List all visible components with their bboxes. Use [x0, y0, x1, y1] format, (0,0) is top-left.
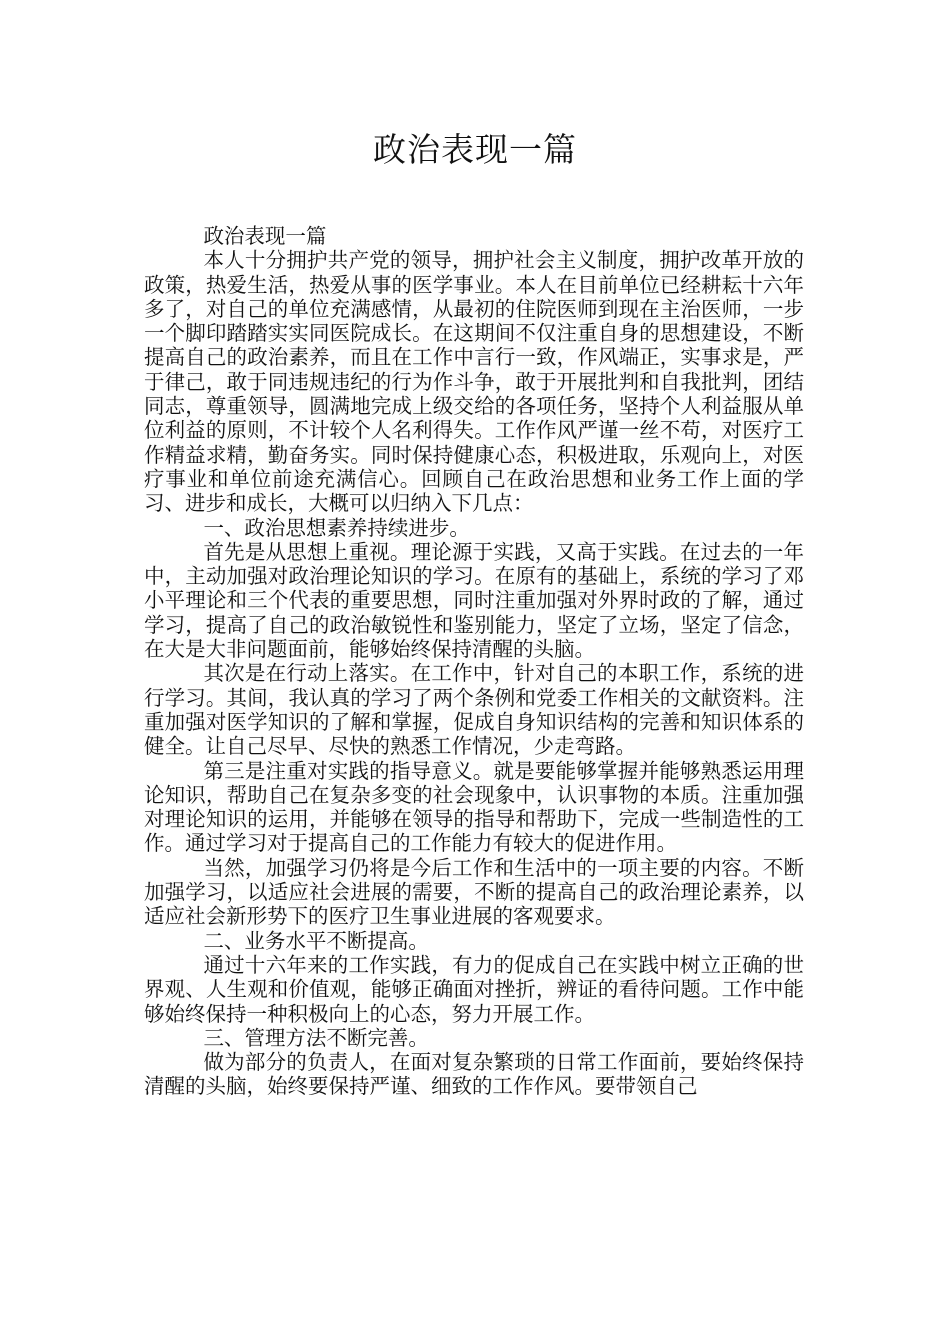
section-heading-3: 三、管理方法不断完善。: [203, 1025, 429, 1050]
paragraph-1-4: 当然，加强学习仍将是今后工作和生活中的一项主要的内容。不断加强学习，以适应社会进展的需要，不断的提高自己的政治理论素养，以适应社会新形势下的医疗卫生事业进展的客观要求。: [144, 855, 804, 929]
document-title: 政治表现一篇: [373, 130, 577, 169]
section-heading-2: 二、业务水平不断提高。: [203, 928, 429, 953]
paragraph-2-1: 通过十六年来的工作实践，有力的促成自己在实践中树立正确的世界观、人生观和价值观，能够正确面对挫折，辨证的看待问题。工作中能够始终保持一种积极向上的心态，努力开展工作。: [144, 952, 804, 1026]
paragraph-1-1: 首先是从思想上重视。理论源于实践，又高于实践。在过去的一年中，主动加强对政治理论知识的学习。在原有的基础上，系统的学习了邓小平理论和三个代表的重要思想，同时注重加强对外界时政的了解，通过学习，提高了自己的政治敏锐性和鉴别能力，坚定了立场，坚定了信念，在大是大非问题面前，能够始终保持清醒的头脑。: [144, 539, 804, 662]
paragraph-3-1: 做为部分的负责人，在面对复杂繁琐的日常工作面前，要始终保持清醒的头脑，始终要保持严谨、细致的工作作风。要带领自己: [144, 1050, 804, 1099]
section-heading-1: 一、政治思想素养持续进步。: [203, 515, 470, 540]
paragraph-intro: 本人十分拥护共产党的领导，拥护社会主义制度，拥护改革开放的政策，热爱生活，热爱从事的医学事业。本人在目前单位已经耕耘十六年多了，对自己的单位充满感情，从最初的住院医师到现在主治医师，一步一个脚印踏踏实实同医院成长。在这期间不仅注重自身的思想建设，不断提高自己的政治素养，而且在工作中言行一致，作风端正，实事求是，严于律己，敢于同违规违纪的行为作斗争，敢于开展批判和自我批判，团结同志，尊重领导，圆满地完成上级交给的各项任务，坚持个人利益服从单位利益的原则，不计较个人名利得失。工作作风严谨一丝不苟，对医疗工作精益求精，勤奋务实。同时保持健康心态，积极进取，乐观向上，对医疗事业和单位前途充满信心。回顾自己在政治思想和业务工作上面的学习、进步和成长，大概可以归纳入下几点：: [144, 248, 804, 516]
paragraph-subtitle: 政治表现一篇: [203, 224, 327, 248]
paragraph-1-2: 其次是在行动上落实。在工作中，针对自己的本职工作，系统的进行学习。其间，我认真的学习了两个条例和党委工作相关的文献资料。注重加强对医学知识的了解和掌握，促成自身知识结构的完善和知识体系的健全。让自己尽早、尽快的熟悉工作情况，少走弯路。: [144, 661, 804, 759]
paragraph-1-3: 第三是注重对实践的指导意义。就是要能够掌握并能够熟悉运用理论知识，帮助自己在复杂多变的社会现象中，认识事物的本质。注重加强对理论知识的运用，并能够在领导的指导和帮助下，完成一些制造性的工作。通过学习对于提高自己的工作能力有较大的促进作用。: [144, 758, 804, 856]
document-body: [144, 224, 804, 1099]
